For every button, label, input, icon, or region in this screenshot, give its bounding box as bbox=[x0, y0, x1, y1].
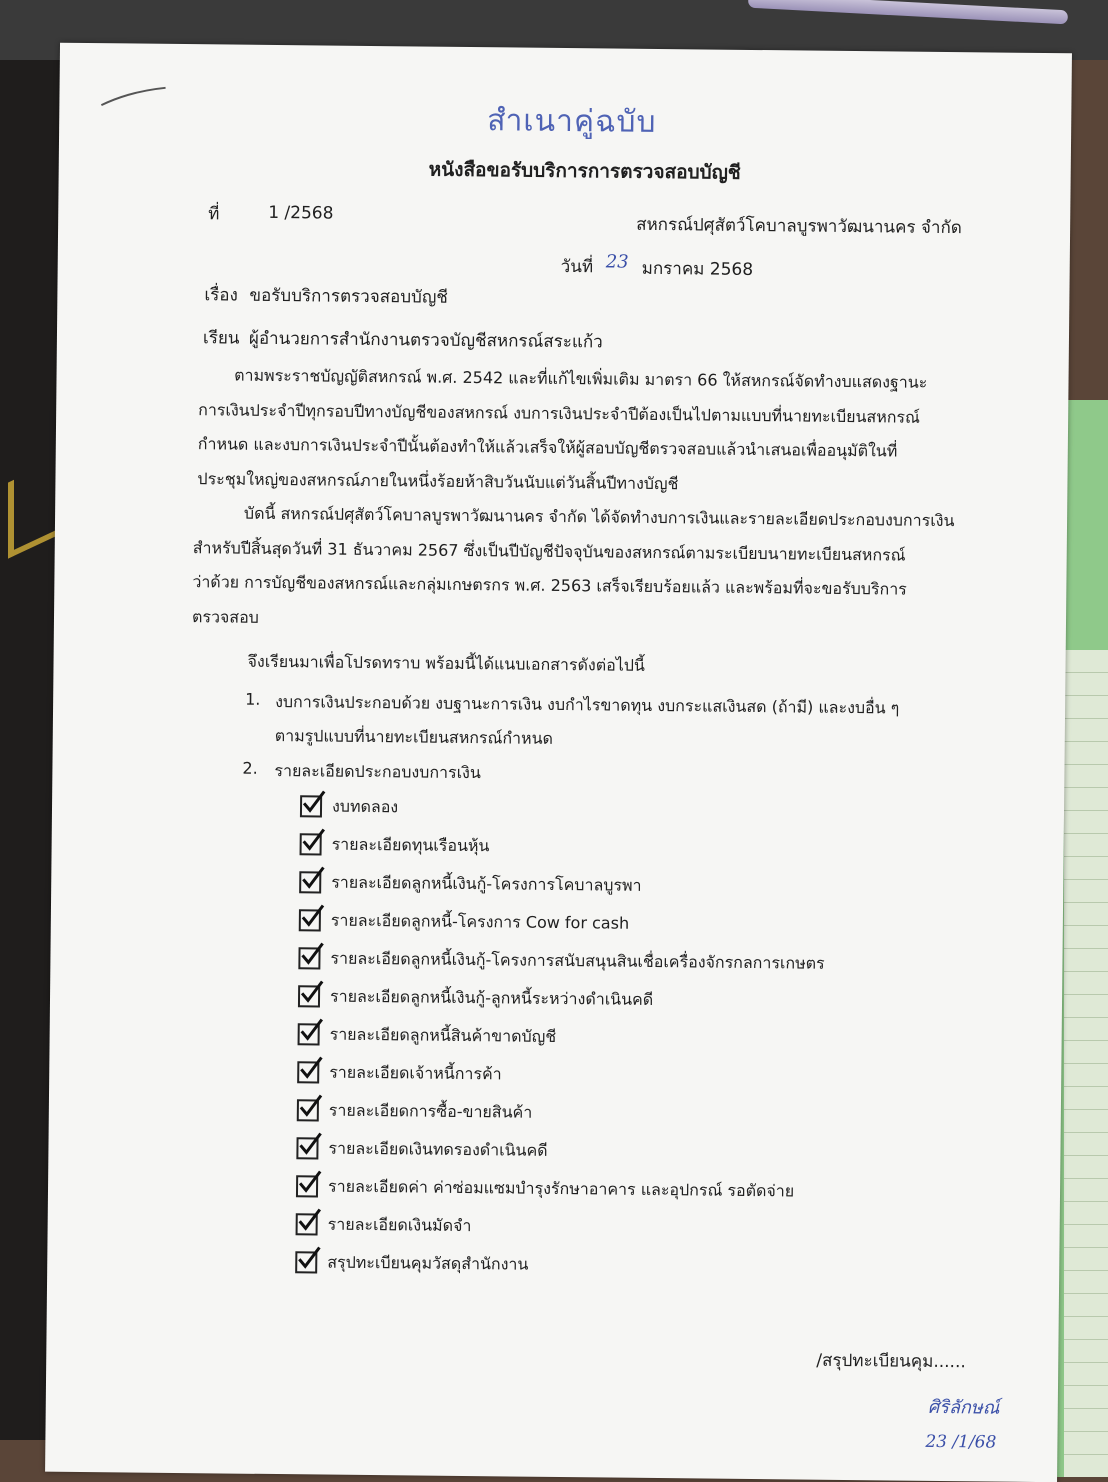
item-1-line-1: งบการเงินประกอบด้วย งบฐานะการเงิน งบกำไรขาดทุน งบกระแสเงินสด (ถ้ามี) และงบอื่น ๆ bbox=[275, 691, 900, 718]
date-day-handwritten: 23 bbox=[605, 251, 629, 273]
checklist-label: งบทดลอง bbox=[331, 796, 399, 816]
letter-page bbox=[45, 43, 1072, 1482]
doc-number: 1 /2568 bbox=[268, 202, 334, 224]
subject-label: เรื่อง bbox=[204, 285, 238, 306]
paragraph-line: กำหนด และงบการเงินประจำปีนั้นต้องทำให้แล้วเสร็จให้ผู้สอบบัญชีตรวจสอบแล้วนำเสนอเพื่ออนุมัติในที่ bbox=[197, 434, 898, 461]
checklist-item bbox=[299, 901, 826, 945]
checklist-item bbox=[298, 939, 825, 983]
checklist-label: รายละเอียดทุนเรือนหุ้น bbox=[331, 834, 490, 855]
checklist-label: รายละเอียดการซื้อ-ขายสินค้า bbox=[328, 1100, 533, 1122]
item-1-line-2: ตามรูปแบบที่นายทะเบียนสหกรณ์กำหนด bbox=[274, 725, 554, 748]
checked-checkbox-icon bbox=[299, 871, 321, 893]
paragraph-line: ตรวจสอบ bbox=[191, 606, 260, 627]
checklist-item bbox=[299, 825, 826, 869]
checklist-label: สรุปทะเบียนคุมวัสดุสำนักงาน bbox=[327, 1252, 529, 1274]
checklist-item bbox=[297, 1015, 824, 1059]
checked-checkbox-icon bbox=[296, 1137, 318, 1159]
checklist-item bbox=[297, 1053, 824, 1097]
attachment-checklist bbox=[295, 787, 826, 1286]
checked-checkbox-icon bbox=[298, 985, 320, 1007]
checklist-label: รายละเอียดลูกหนี้เงินกู้-ลูกหนี้ระหว่างดำเนินคดี bbox=[329, 986, 654, 1009]
doc-number-label: ที่ bbox=[208, 204, 220, 225]
recipient-label: เรียน bbox=[202, 328, 240, 349]
checked-checkbox-icon bbox=[297, 1061, 319, 1083]
checklist-item bbox=[296, 1129, 823, 1173]
checklist-label: รายละเอียดลูกหนี้สินค้าขาดบัญชี bbox=[329, 1024, 557, 1046]
date-month-year: มกราคม 2568 bbox=[641, 258, 754, 280]
subject-text: ขอรับบริการตรวจสอบบัญชี bbox=[249, 285, 448, 308]
checked-checkbox-icon bbox=[299, 909, 321, 931]
signature-handwritten: ศิริลักษณ์ bbox=[927, 1396, 1000, 1419]
checklist-item bbox=[296, 1167, 823, 1211]
checked-checkbox-icon bbox=[296, 1213, 318, 1235]
checked-checkbox-icon bbox=[298, 947, 320, 969]
checklist-item bbox=[298, 977, 825, 1021]
paragraph-2 bbox=[192, 496, 955, 642]
checklist-label: รายละเอียดลูกหนี้เงินกู้-โครงการสนับสนุนสินเชื่อเครื่องจักรกลการเกษตร bbox=[330, 948, 825, 973]
date-label: วันที่ bbox=[560, 256, 594, 278]
checked-checkbox-icon bbox=[300, 795, 322, 817]
checklist-label: รายละเอียดเงินมัดจำ bbox=[327, 1214, 472, 1235]
paragraph-line: สำหรับปีสิ้นสุดวันที่ 31 ธันวาคม 2567 ซึ่งเป็นปีบัญชีปัจจุบันของสหกรณ์ตามระเบียบนายทะเบียนสหกรณ์ bbox=[192, 537, 906, 565]
paragraph-1 bbox=[197, 358, 927, 504]
checklist-label: รายละเอียดลูกหนี้-โครงการ Cow for cash bbox=[330, 910, 630, 933]
paragraph-line: การเงินประจำปีทุกรอบปีทางบัญชีของสหกรณ์ งบการเงินประจำปีต้องเป็นไปตามแบบที่นายทะเบียนสหกรณ์ bbox=[198, 399, 921, 427]
copy-stamp: สำเนาคู่ฉบับ bbox=[487, 103, 657, 140]
checklist-item bbox=[297, 1091, 824, 1135]
checked-checkbox-icon bbox=[300, 833, 322, 855]
ledger-paper bbox=[1064, 650, 1108, 1477]
checked-checkbox-icon bbox=[297, 1099, 319, 1121]
checklist-label: รายละเอียดเงินทดรองดำเนินคดี bbox=[328, 1138, 548, 1160]
continuation-note: /สรุปทะเบียนคุม...... bbox=[816, 1350, 966, 1373]
paragraph-line: ประชุมใหญ่ของสหกรณ์ภายในหนึ่งร้อยห้าสิบวันนับแต่วันสิ้นปีทางบัญชี bbox=[197, 468, 679, 493]
checklist-label: รายละเอียดค่า ค่าซ่อมแซมบำรุงรักษาอาคาร และอุปกรณ์ รอตัดจ่าย bbox=[327, 1176, 795, 1200]
paragraph-line: ตามพระราชบัญญัติสหกรณ์ พ.ศ. 2542 และที่แก้ไขเพิ่มเติม มาตรา 66 ให้สหกรณ์จัดทำงบแสดงฐานะ bbox=[198, 365, 928, 392]
item-1-number: 1. bbox=[245, 689, 261, 709]
checklist-item bbox=[295, 1205, 822, 1249]
item-2-number: 2. bbox=[242, 758, 258, 778]
signature-date-handwritten: 23 /1/68 bbox=[925, 1431, 997, 1453]
pen-mark bbox=[99, 83, 169, 114]
checklist-label: รายละเอียดเจ้าหนี้การค้า bbox=[329, 1062, 502, 1083]
paragraph-3: จึงเรียนมาเพื่อโปรดทราบ พร้อมนี้ได้แนบเอกสารดังต่อไปนี้ bbox=[247, 651, 645, 675]
document-title: หนังสือขอรับบริการการตรวจสอบบัญชี bbox=[428, 158, 741, 184]
checklist-item bbox=[295, 1243, 822, 1287]
checklist-item bbox=[299, 863, 826, 907]
paragraph-line: ว่าด้วย การบัญชีของสหกรณ์และกลุ่มเกษตรกร พ.ศ. 2563 เสร็จเรียบร้อยแล้ว และพร้อมที่จะขอรับบริการ bbox=[192, 572, 907, 599]
organization-name: สหกรณ์ปศุสัตว์โคบาลบูรพาวัฒนานคร จำกัด bbox=[636, 214, 962, 239]
item-2-label: รายละเอียดประกอบงบการเงิน bbox=[274, 760, 481, 783]
checked-checkbox-icon bbox=[296, 1175, 318, 1197]
checklist-item bbox=[300, 787, 827, 831]
checked-checkbox-icon bbox=[295, 1251, 317, 1273]
recipient-text: ผู้อำนวยการสำนักงานตรวจบัญชีสหกรณ์สระแก้ว bbox=[248, 328, 603, 353]
checked-checkbox-icon bbox=[298, 1023, 320, 1045]
paragraph-line: บัดนี้ สหกรณ์ปศุสัตว์โคบาลบูรพาวัฒนานคร จำกัด ได้จัดทำงบการเงินและรายละเอียดประกอบงบการเงิน bbox=[193, 503, 955, 531]
checklist-label: รายละเอียดลูกหนี้เงินกู้-โครงการโคบาลบูรพา bbox=[331, 872, 642, 895]
